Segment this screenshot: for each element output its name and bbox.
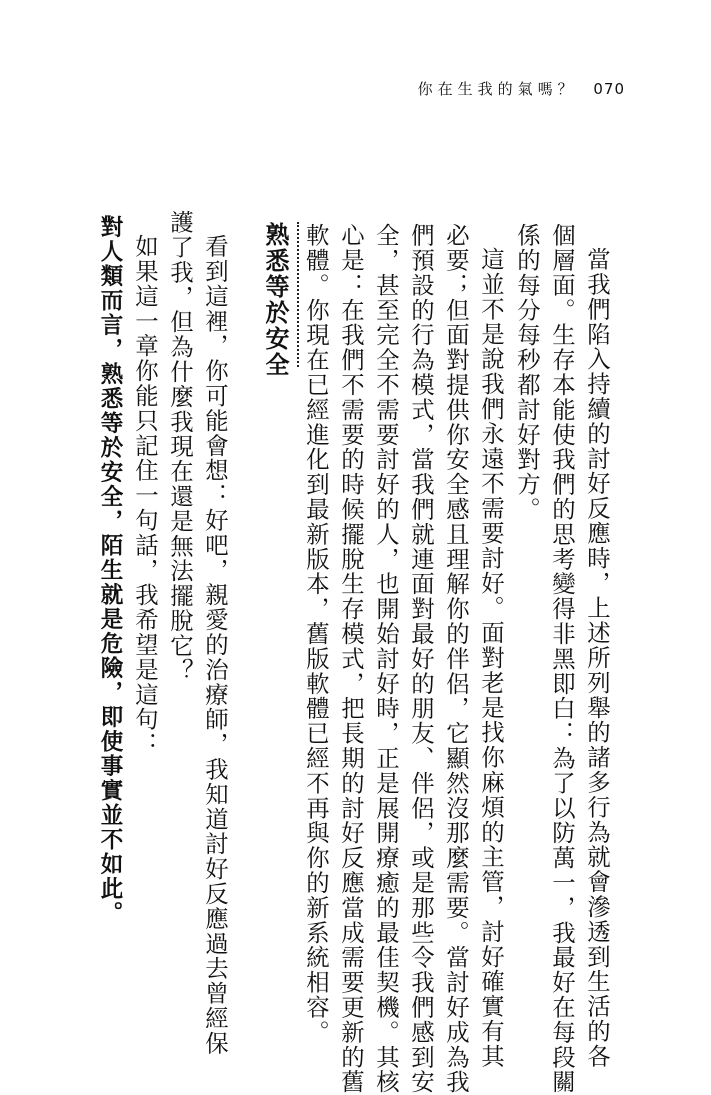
text-line: 軟體。你現在已經進化到最新版本，舊版軟體已經不再與你的新系統相容。 (302, 223, 330, 1045)
text-line: 當我們陷入持續的討好反應時，上述所列舉的諸多行為就會滲透到生活的各 (583, 247, 611, 1069)
section-heading: 熟悉等於安全 (261, 222, 289, 378)
text-line: 心是：在我們不需要的時候擺脫生存模式，把長期的討好反應當成需要更新的舊 (337, 223, 365, 1095)
running-header (418, 78, 625, 99)
page-number: 070 (593, 80, 625, 98)
text-line: 看到這裡，你可能會想：好吧，親愛的治療師，我知道討好反應過去曾經保 (201, 234, 229, 1056)
text-line: 如果這一章你能只記住一句話，我希望是這句： (131, 234, 159, 757)
emphasis-sentence: 對人類而言，熟悉等於安全，陌生就是危險，即使事實並不如此。 (97, 215, 123, 926)
text-line: 護了我，但為什麼我現在還是無法擺脫它？ (166, 210, 194, 684)
text-line: 這並不是說我們永遠不需要討好。面對老是找你麻煩的主管，討好確實有其 (477, 247, 505, 1069)
heading-dotted-rule (297, 222, 299, 367)
text-line: 係的每分每秒都討好對方。 (513, 223, 541, 522)
text-line: 全，甚至完全不需要討好的人，也開始討好時，正是展開療癒的最佳契機。其核 (372, 223, 400, 1095)
text-line: 個層面。生存本能使我們的思考變得非黑即白：為了以防萬一，我最好在每段關 (548, 223, 576, 1095)
running-header-title: 你在生我的氣嗎？ (417, 80, 578, 98)
text-line: 們預設的行為模式，當我們就連面對最好的朋友、伴侶，或是那些令我們感到安 (407, 223, 435, 1095)
text-line: 必要；但面對提供你安全感且理解你的伴侶，它顯然沒那麼需要。當討好成為我 (442, 223, 470, 1095)
